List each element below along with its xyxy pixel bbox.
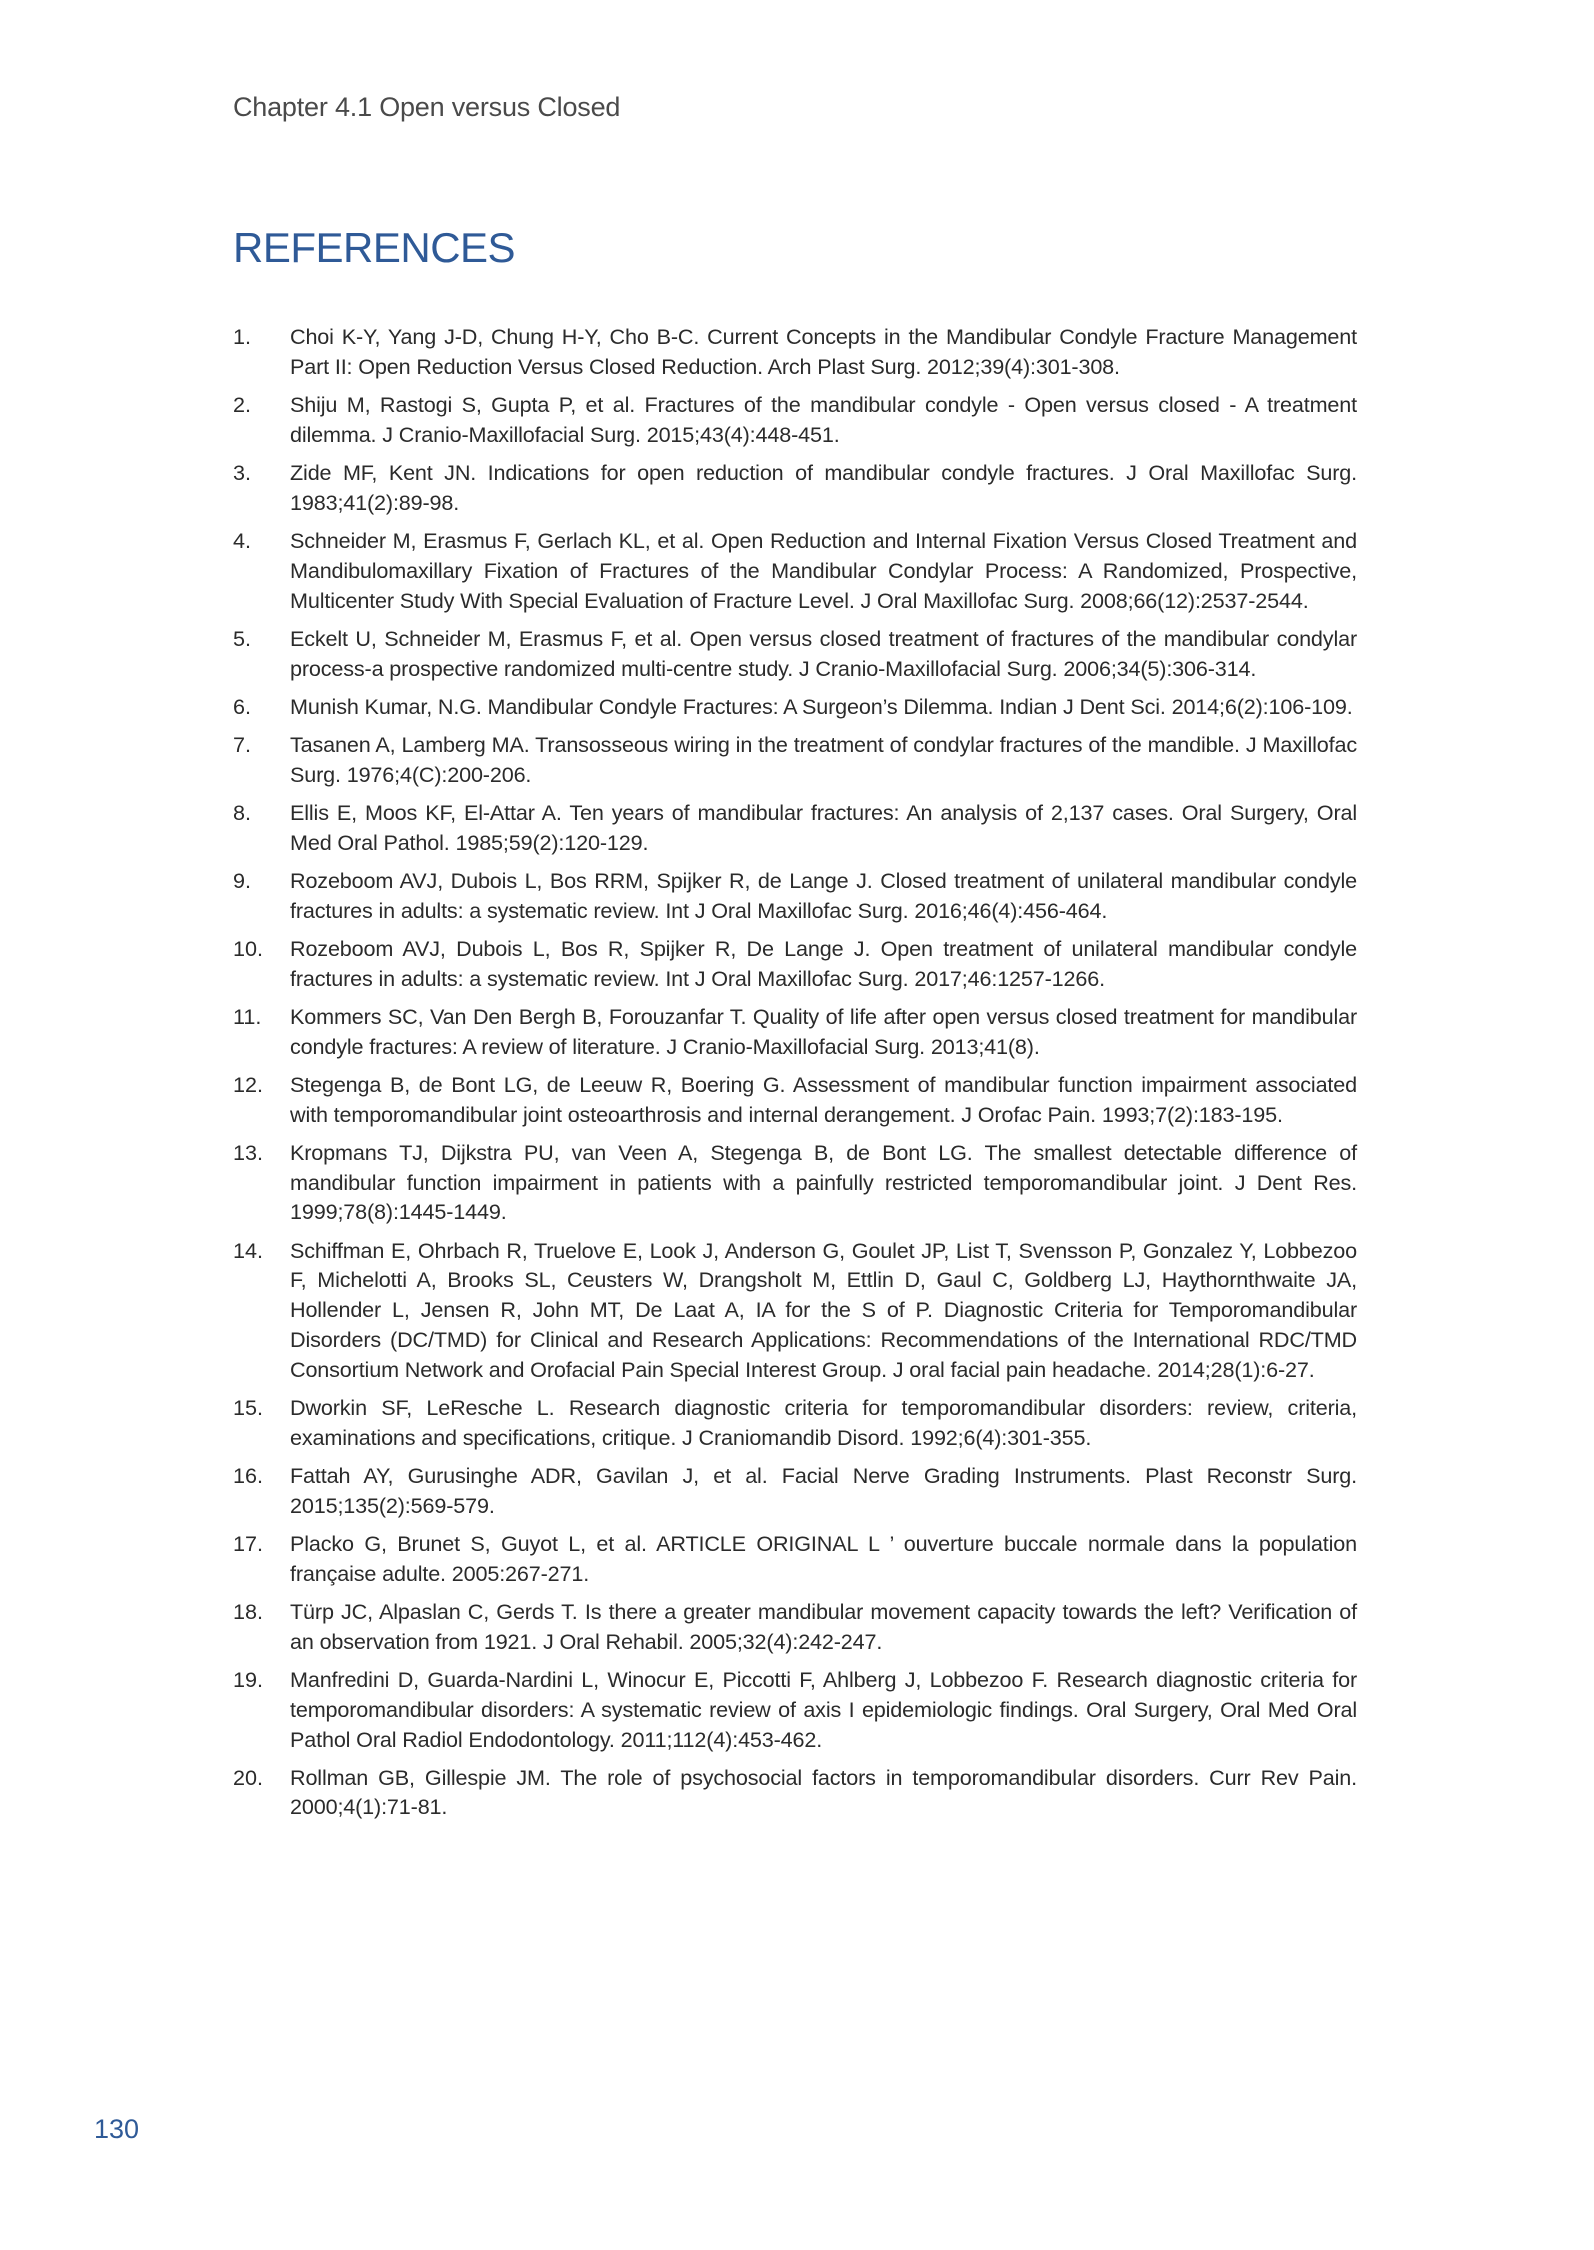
- reference-item: [233, 1665, 1357, 1754]
- reference-text: Stegenga B, de Bont LG, de Leeuw R, Boering G. Assessment of mandibular function impairment associated with temporomandibular joint osteoarthrosis and internal derangement. J Orofac Pain. 1993;7(2):183-195.: [290, 1071, 1357, 1127]
- section-title: REFERENCES: [233, 224, 516, 271]
- reference-item: [233, 1763, 1357, 1823]
- reference-number: 18.: [233, 1598, 264, 1624]
- reference-text: Rozeboom AVJ, Dubois L, Bos R, Spijker R, De Lange J. Open treatment of unilateral mandibular condyle fractures in adults: a systematic review. Int J Oral Maxillofac Surg. 2017;46:1257-1266.: [290, 935, 1357, 991]
- reference-number: 10.: [233, 935, 264, 961]
- reference-text: Rozeboom AVJ, Dubois L, Bos RRM, Spijker R, de Lange J. Closed treatment of unilateral mandibular condyle fractures in adults: a systematic review. Int J Oral Maxillofac Surg. 2016;46(4):456-464.: [290, 867, 1357, 923]
- reference-number: 14.: [233, 1237, 264, 1263]
- reference-text: Schiffman E, Ohrbach R, Truelove E, Look J, Anderson G, Goulet JP, List T, Svensson P, Gonzalez Y, Lobbezoo F, Michelotti A, Brooks SL, Ceusters W, Drangsholt M, Ettlin D, Gaul C, Goldberg LJ, Haythornthwaite JA, Hollender L, Jensen R, John MT, De Laat A, IA for the S of P. Diagnostic Criteria for Temporomandibular Disorders (DC/TMD) for Clinical and Research Applications: Recommendations of the International RDC/TMD Consortium Network and Orofacial Pain Special Interest Group. J oral facial pain headache. 2014;28(1):6-27.: [290, 1237, 1357, 1382]
- reference-text: Türp JC, Alpaslan C, Gerds T. Is there a greater mandibular movement capacity towards the left? Verification of an observation from 1921. J Oral Rehabil. 2005;32(4):242-247.: [290, 1598, 1357, 1654]
- reference-item: [233, 1002, 1357, 1062]
- reference-number: 4.: [233, 527, 252, 553]
- reference-number: 16.: [233, 1462, 264, 1488]
- reference-item: [233, 1529, 1357, 1589]
- reference-number: 5.: [233, 625, 252, 651]
- reference-item: [233, 1070, 1357, 1130]
- reference-text: Ellis E, Moos KF, El-Attar A. Ten years of mandibular fractures: An analysis of 2,137 cases. Oral Surgery, Oral Med Oral Pathol. 1985;59(2):120-129.: [290, 799, 1357, 855]
- reference-text: Fattah AY, Gurusinghe ADR, Gavilan J, et al. Facial Nerve Grading Instruments. Plast Reconstr Surg. 2015;135(2):569-579.: [290, 1462, 1357, 1518]
- reference-number: 13.: [233, 1139, 264, 1165]
- reference-item: [233, 1597, 1357, 1657]
- page-number: 130: [94, 2114, 140, 2144]
- reference-number: 17.: [233, 1530, 264, 1556]
- reference-text: Dworkin SF, LeResche L. Research diagnostic criteria for temporomandibular disorders: review, criteria, examinations and specifications, critique. J Craniomandib Disord. 1992;6(4):301-355.: [290, 1394, 1357, 1450]
- reference-text: Zide MF, Kent JN. Indications for open reduction of mandibular condyle fractures. J Oral Maxillofac Surg. 1983;41(2):89-98.: [290, 459, 1357, 515]
- reference-number: 19.: [233, 1666, 264, 1692]
- reference-text: Shiju M, Rastogi S, Gupta P, et al. Fractures of the mandibular condyle - Open versus closed - A treatment dilemma. J Cranio-Maxillofacial Surg. 2015;43(4):448-451.: [290, 391, 1357, 447]
- reference-number: 3.: [233, 459, 252, 485]
- reference-number: 7.: [233, 731, 252, 757]
- reference-item: [233, 390, 1357, 450]
- reference-text: Kropmans TJ, Dijkstra PU, van Veen A, Stegenga B, de Bont LG. The smallest detectable difference of mandibular function impairment in patients with a painfully restricted temporomandibular joint. J Dent Res. 1999;78(8):1445-1449.: [290, 1139, 1357, 1225]
- reference-item: [233, 1461, 1357, 1521]
- reference-text: Eckelt U, Schneider M, Erasmus F, et al. Open versus closed treatment of fractures of the mandibular condylar process-a prospective randomized multi-centre study. J Cranio-Maxillofacial Surg. 2006;34(5):306-314.: [290, 625, 1357, 681]
- reference-text: Rollman GB, Gillespie JM. The role of psychosocial factors in temporomandibular disorders. Curr Rev Pain. 2000;4(1):71-81.: [290, 1764, 1357, 1820]
- reference-number: 2.: [233, 391, 252, 417]
- reference-item: [233, 526, 1357, 615]
- reference-item: [233, 322, 1357, 382]
- reference-item: [233, 866, 1357, 926]
- reference-item: [233, 458, 1357, 518]
- reference-text: Placko G, Brunet S, Guyot L, et al. ARTICLE ORIGINAL L ’ ouverture buccale normale dans la population française adulte. 2005:267-271.: [290, 1530, 1357, 1586]
- reference-text: Kommers SC, Van Den Bergh B, Forouzanfar T. Quality of life after open versus closed treatment for mandibular condyle fractures: A review of literature. J Cranio-Maxillofacial Surg. 2013;41(8).: [290, 1003, 1357, 1059]
- reference-item: [233, 934, 1357, 994]
- reference-item: [233, 1393, 1357, 1453]
- reference-item: [233, 1138, 1357, 1227]
- reference-text: Tasanen A, Lamberg MA. Transosseous wiring in the treatment of condylar fractures of the mandible. J Maxillofac Surg. 1976;4(C):200-206.: [290, 731, 1357, 787]
- reference-text: Munish Kumar, N.G. Mandibular Condyle Fractures: A Surgeon’s Dilemma. Indian J Dent Sci. 2014;6(2):106-109.: [290, 693, 1353, 719]
- reference-text: Choi K-Y, Yang J-D, Chung H-Y, Cho B-C. Current Concepts in the Mandibular Condyle Fracture Management Part II: Open Reduction Versus Closed Reduction. Arch Plast Surg. 2012;39(4):301-308.: [290, 324, 1357, 379]
- reference-item: [233, 1236, 1357, 1385]
- reference-number: 8.: [233, 799, 252, 825]
- reference-number: 11.: [233, 1003, 262, 1029]
- reference-number: 12.: [233, 1071, 264, 1097]
- reference-item: [233, 798, 1357, 858]
- reference-number: 6.: [233, 693, 252, 719]
- running-header: Chapter 4.1 Open versus Closed: [233, 92, 621, 122]
- reference-number: 9.: [233, 867, 252, 893]
- reference-item: [233, 624, 1357, 684]
- reference-number: 20.: [233, 1764, 264, 1790]
- reference-item: [233, 730, 1357, 790]
- reference-number: 15.: [233, 1394, 264, 1420]
- reference-item: [233, 692, 1357, 722]
- reference-text: Schneider M, Erasmus F, Gerlach KL, et al. Open Reduction and Internal Fixation Versus Closed Treatment and Mandibulomaxillary Fixation of Fractures of the Mandibular Condylar Process: A Randomized, Prospective, Multicenter Study With Special Evaluation of Fracture Level. J Oral Maxillofac Surg. 2008;66(12):2537-2544.: [290, 527, 1357, 613]
- reference-text: Manfredini D, Guarda-Nardini L, Winocur E, Piccotti F, Ahlberg J, Lobbezoo F. Research diagnostic criteria for temporomandibular disorders: A systematic review of axis I epidemiologic findings. Oral Surgery, Oral Med Oral Pathol Oral Radiol Endodontology. 2011;112(4):453-462.: [290, 1666, 1357, 1752]
- reference-number: 1.: [233, 324, 252, 349]
- reference-list: [233, 322, 1357, 1831]
